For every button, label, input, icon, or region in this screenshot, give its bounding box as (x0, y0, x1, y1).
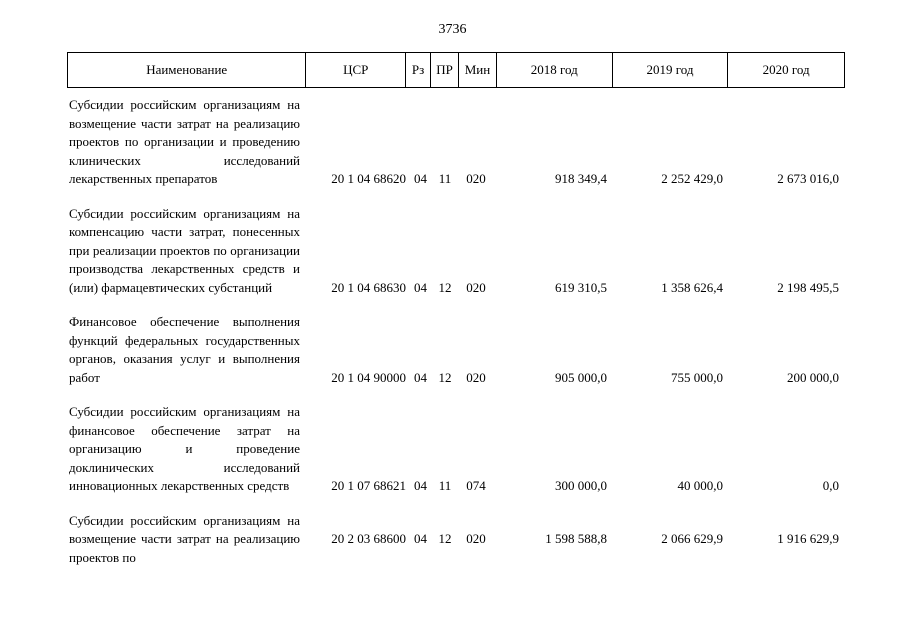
column-header-name: Наименование (68, 53, 306, 87)
row-2019: 1 358 626,4 (661, 279, 723, 295)
column-header-min: Мин (459, 53, 497, 87)
row-2019: 2 252 429,0 (661, 171, 723, 186)
row-min: 020 (466, 279, 486, 295)
column-header-rz: Рз (406, 53, 431, 87)
row-pr: 11 (438, 478, 452, 493)
row-2018: 619 310,5 (555, 279, 607, 295)
row-csr: 20 1 04 68630 (331, 279, 406, 295)
row-min: 020 (466, 171, 486, 186)
column-header-csr: ЦСР (306, 53, 406, 87)
row-pr: 12 (438, 279, 452, 295)
row-2020: 2 673 016,0 (777, 171, 839, 186)
row-rz: 04 (414, 171, 427, 186)
row-2020: 1 916 629,9 (777, 531, 839, 546)
column-header-pr: ПР (431, 53, 459, 87)
column-header-2019: 2019 год (613, 53, 729, 87)
row-name: Субсидии российским организациям на компенсацию части затрат, понесенных при реализации проектов по организации производства лекарственных средств и (или) фармацевтических субстанций (69, 205, 300, 295)
row-rz: 04 (414, 478, 427, 493)
row-name: Субсидии российским организациям на финансовое обеспечение затрат на организацию и проведение доклинических исследований инновационных лекарственных средств (69, 404, 300, 493)
row-min: 074 (466, 478, 486, 493)
row-csr: 20 1 07 68621 (331, 478, 406, 493)
row-2020: 0,0 (822, 478, 839, 493)
row-name: Субсидии российским организациям на возмещение части затрат на реализацию проектов по организации и проведению клинических исследований лекарственных препаратов (69, 97, 300, 186)
row-2020: 200 000,0 (787, 369, 839, 385)
row-pr: 12 (438, 369, 452, 385)
row-2019: 40 000,0 (677, 478, 723, 493)
table-body (67, 96, 845, 583)
table-row (67, 512, 845, 568)
row-rz: 04 (414, 369, 427, 385)
row-csr: 20 2 03 68600 (331, 531, 406, 546)
column-header-2020: 2020 год (762, 62, 810, 77)
row-2018: 300 000,0 (555, 478, 607, 493)
row-min: 020 (466, 369, 486, 385)
row-2018: 905 000,0 (555, 369, 607, 385)
table-header (67, 52, 845, 88)
table-row (67, 403, 845, 496)
row-pr: 12 (438, 531, 452, 546)
column-header-2018: 2018 год (497, 53, 613, 87)
row-2019: 2 066 629,9 (661, 531, 723, 546)
row-csr: 20 1 04 90000 (331, 369, 406, 385)
row-name: Финансовое обеспечение выполнения функций федеральных государственных органов, оказания услуг и выполнения работ (69, 314, 300, 385)
row-csr: 20 1 04 68620 (331, 171, 406, 186)
table-row (67, 205, 845, 298)
row-2020: 2 198 495,5 (777, 279, 839, 295)
page-number: 3736 (438, 22, 467, 37)
row-name: Субсидии российским организациям на возмещение части затрат на реализацию проектов по (69, 512, 300, 565)
table-row (67, 96, 845, 189)
row-min: 020 (466, 531, 486, 546)
row-2018: 1 598 588,8 (545, 531, 607, 546)
row-2018: 918 349,4 (555, 171, 607, 186)
row-rz: 04 (414, 279, 427, 295)
row-2019: 755 000,0 (671, 369, 723, 385)
row-rz: 04 (414, 531, 427, 546)
table-row (67, 313, 845, 387)
row-pr: 11 (438, 171, 452, 186)
